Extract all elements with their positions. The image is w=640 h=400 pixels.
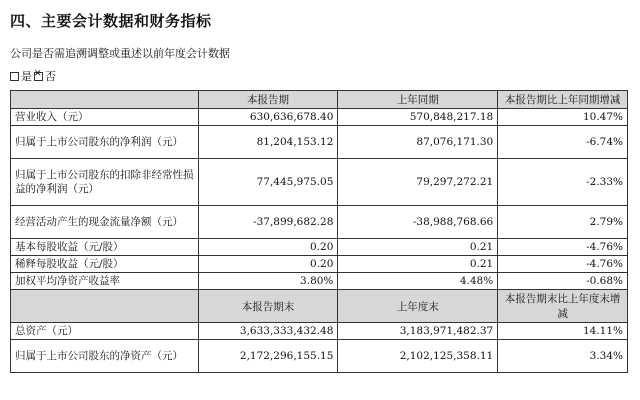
value-cell: 0.20 — [198, 239, 338, 256]
table-row — [11, 206, 628, 239]
change-cell: -4.76% — [498, 239, 628, 256]
table-row — [11, 109, 628, 126]
value-cell: -38,988,768.66 — [338, 206, 498, 239]
financial-indicators-table — [10, 90, 628, 373]
header-cell — [11, 91, 199, 109]
table-row — [11, 273, 628, 290]
change-cell: 2.79% — [498, 206, 628, 239]
value-cell: 0.21 — [338, 256, 498, 273]
choice-no-label: 否 — [45, 70, 56, 83]
value-cell: 87,076,171.30 — [338, 126, 498, 159]
choice-yes-label: 是 — [21, 70, 32, 83]
row-label: 加权平均净资产收益率 — [11, 273, 199, 290]
value-cell: 81,204,153.12 — [198, 126, 338, 159]
table-header-row — [11, 91, 628, 109]
section-heading: 四、主要会计数据和财务指标 — [10, 12, 212, 30]
checkbox-yes-icon — [10, 72, 19, 81]
value-cell: 2,172,296,155.15 — [198, 340, 338, 373]
value-cell: 0.20 — [198, 256, 338, 273]
change-cell: -2.33% — [498, 159, 628, 206]
change-cell: -4.76% — [498, 256, 628, 273]
value-cell: 570,848,217.18 — [338, 109, 498, 126]
table-row — [11, 159, 628, 206]
header-cell — [11, 290, 199, 323]
header-cell: 本报告期末比上年度末增减 — [498, 290, 628, 323]
header-cell: 本报告期 — [198, 91, 338, 109]
row-label: 经营活动产生的现金流量净额（元） — [11, 206, 199, 239]
header-cell: 上年度末 — [338, 290, 498, 323]
row-label: 归属于上市公司股东的净资产（元） — [11, 340, 199, 373]
table-header-row — [11, 290, 628, 323]
change-cell: -6.74% — [498, 126, 628, 159]
value-cell: 3,183,971,482.37 — [338, 323, 498, 340]
value-cell: 4.48% — [338, 273, 498, 290]
change-cell: 14.11% — [498, 323, 628, 340]
value-cell: 3,633,333,432.48 — [198, 323, 338, 340]
value-cell: 77,445,975.05 — [198, 159, 338, 206]
restatement-question: 公司是否需追溯调整或重述以前年度会计数据 — [10, 47, 230, 60]
change-cell: -0.68% — [498, 273, 628, 290]
value-cell: 630,636,678.40 — [198, 109, 338, 126]
value-cell: 2,102,125,358.11 — [338, 340, 498, 373]
row-label: 稀释每股收益（元/股） — [11, 256, 199, 273]
table-row — [11, 126, 628, 159]
header-cell: 上年同期 — [338, 91, 498, 109]
table-row — [11, 323, 628, 340]
value-cell: 79,297,272.21 — [338, 159, 498, 206]
change-cell: 3.34% — [498, 340, 628, 373]
row-label: 归属于上市公司股东的扣除非经常性损益的净利润（元） — [11, 159, 199, 206]
value-cell: -37,899,682.28 — [198, 206, 338, 239]
row-label: 基本每股收益（元/股） — [11, 239, 199, 256]
header-cell: 本报告期末 — [198, 290, 338, 323]
checkbox-no-checked-icon — [34, 72, 43, 81]
row-label: 营业收入（元） — [11, 109, 199, 126]
row-label: 总资产（元） — [11, 323, 199, 340]
change-cell: 10.47% — [498, 109, 628, 126]
row-label: 归属于上市公司股东的净利润（元） — [11, 126, 199, 159]
header-cell: 本报告期比上年同期增减 — [498, 91, 628, 109]
value-cell: 3.80% — [198, 273, 338, 290]
table-row — [11, 239, 628, 256]
value-cell: 0.21 — [338, 239, 498, 256]
table-row — [11, 340, 628, 373]
restatement-choice — [10, 68, 630, 84]
table-row — [11, 256, 628, 273]
